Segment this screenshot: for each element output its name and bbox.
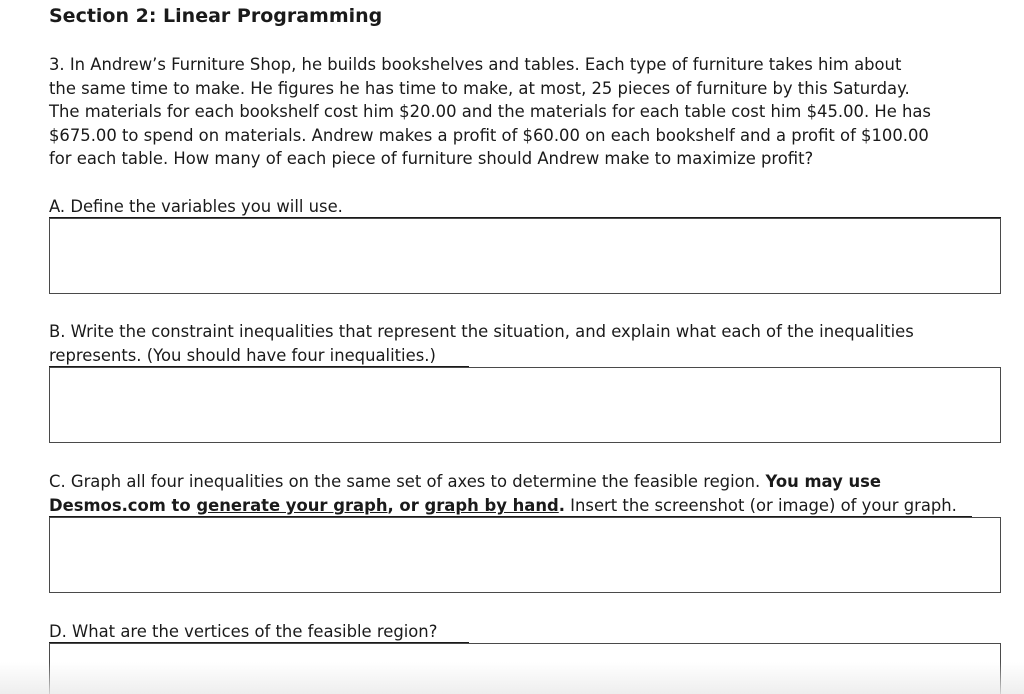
- question-c-bold-a: Desmos.com to: [49, 496, 197, 515]
- question-c-bold-c: .: [558, 496, 565, 515]
- problem-line: for each table. How many of each piece of furniture should Andrew make to maximize profit?: [49, 149, 814, 168]
- question-c-plain2: Insert the screenshot (or image) of your graph.: [564, 496, 957, 515]
- question-c-bold-link2: graph by hand: [424, 496, 559, 515]
- question-c-plain: C. Graph all four inequalities on the same set of axes to determine the feasible region.: [49, 472, 766, 491]
- question-b-line1: B. Write the constraint inequalities that represent the situation, and explain what each of the inequalities: [49, 322, 914, 341]
- question-c-bold-b: , or: [387, 496, 425, 515]
- question-d-label: D. What are the vertices of the feasible region?: [49, 622, 438, 641]
- problem-line: 3. In Andrew’s Furniture Shop, he builds bookshelves and tables. Each type of furniture takes him about: [49, 55, 902, 74]
- problem-line: The materials for each bookshelf cost him $20.00 and the materials for each table cost him $45.00. He has: [49, 102, 931, 121]
- answer-box-c[interactable]: [49, 517, 1001, 593]
- question-c-line1: [49, 470, 881, 494]
- question-b-line2: represents. (You should have four inequalities.): [49, 346, 436, 365]
- problem-line: $675.00 to spend on materials. Andrew makes a profit of $60.00 on each bookshelf and a profit of $100.00: [49, 125, 929, 145]
- question-c-line2: [49, 494, 957, 518]
- question-a-label: A. Define the variables you will use.: [49, 197, 343, 216]
- answer-box-b[interactable]: [49, 367, 1001, 443]
- answer-box-d[interactable]: [49, 643, 1001, 694]
- problem-line: the same time to make. He figures he has time to make, at most, 25 pieces of furniture by this Saturday.: [49, 78, 910, 98]
- question-c-bold-link: generate your graph: [196, 496, 388, 515]
- question-c-bold: You may use: [765, 472, 882, 491]
- answer-box-a[interactable]: [49, 218, 1001, 294]
- problem-statement: [49, 53, 1009, 171]
- section-title: Section 2: Linear Programming: [49, 5, 383, 27]
